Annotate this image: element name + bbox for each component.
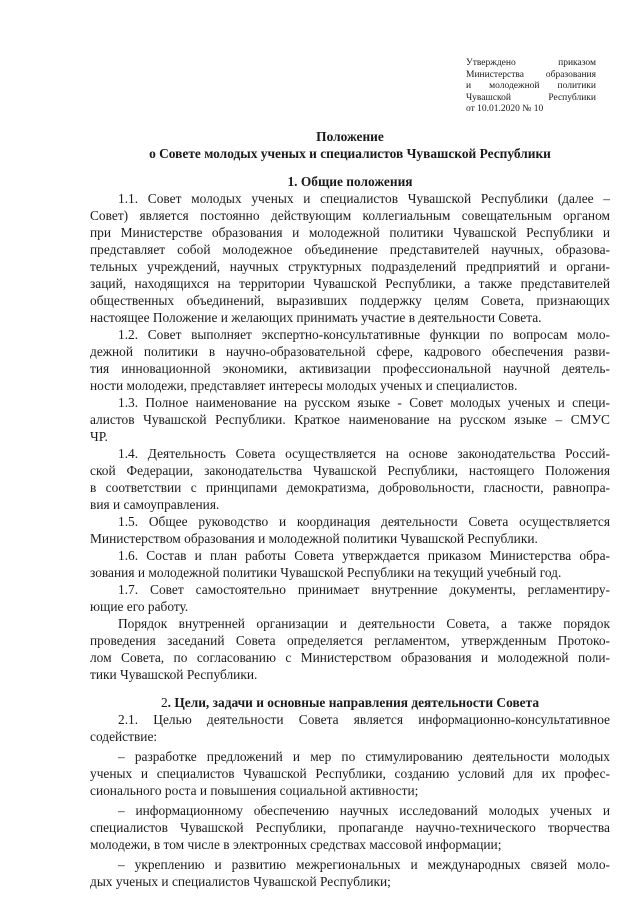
text-line: при Министерстве образования и молодежной политики Чувашской Республики и: [90, 225, 610, 240]
approval-line: и молодежной политики: [466, 81, 596, 92]
text-line: 2.1. Целью деятельности Совета является информационно-консультативное: [118, 712, 610, 727]
text-line: дых ученых и специалистов Чувашской Республики;: [90, 874, 391, 889]
section-2-title: . Цели, задачи и основные направления деятельности Совета: [167, 695, 540, 710]
text-line: в соответствии с принципами демократизма, добровольности, гласности, равнопра-: [90, 480, 610, 495]
text-line: содействие:: [90, 729, 158, 744]
approval-line: Чувашской Республики: [466, 92, 596, 103]
text-line: 1.6. Состав и план работы Совета утверждается приказом Министерства обра-: [118, 548, 610, 563]
document-title: Положение: [316, 129, 384, 144]
text-line: представляет собой молодежное объединение представителей научных, образова-: [90, 242, 610, 257]
text-line: заций, находящихся на территории Чувашской Республики, а также представителей: [90, 276, 610, 291]
text-line: ЧР.: [90, 429, 108, 444]
text-line: Совет) является постоянно действующим коллегиальным совещательным органом: [90, 208, 610, 223]
text-line: 1.2. Совет выполняет экспертно-консультативные функции по вопросам моло-: [118, 327, 610, 342]
text-line: зования и молодежной политики Чувашской Республики на текущий учебный год.: [90, 565, 562, 580]
text-line: 1.4. Деятельность Совета осуществляется на основе законодательства Россий-: [118, 446, 610, 461]
text-line: сионального роста и повышения социальной активности;: [90, 783, 419, 798]
text-line: специалистов Чувашской Республики, пропаганде научно-технического творчества: [90, 820, 610, 835]
text-line: ученых и специалистов Чувашской Республики, созданию условий для их профес-: [90, 766, 610, 781]
text-line: – информационному обеспечению научных исследований молодых ученых и: [118, 803, 610, 818]
approval-line: от 10.01.2020 № 10: [466, 104, 544, 115]
text-line: Порядок внутренней организации и деятельности Совета, а также порядок: [118, 616, 610, 631]
text-line: молодежи, в том числе в электронных средствах массовой информации;: [90, 837, 502, 852]
text-line: ской Федерации, законодательства Чувашской Республики, настоящего Положения: [90, 463, 610, 478]
text-line: дежной политики в научно-образовательной сфере, кадрового обеспечения разви-: [90, 344, 610, 359]
text-line: тия инновационной экономики, активизации профессиональной научной деятель-: [90, 361, 610, 376]
text-line: – разработке предложений и мер по стимулированию деятельности молодых: [118, 749, 610, 764]
text-line: тельных учреждений, научных структурных подразделений предприятий и органи-: [90, 259, 610, 274]
text-line: алистов Чувашской Республики. Краткое наименование на русском языке – СМУС: [90, 412, 610, 427]
text-line: – укреплению и развитию межрегиональных и международных связей моло-: [118, 857, 610, 872]
section-2-number: 2: [160, 695, 168, 710]
document-subtitle: о Совете молодых ученых и специалистов Чувашской Республики: [149, 146, 551, 161]
text-line: 1.5. Общее руководство и координация деятельности Совета осуществляется: [118, 514, 610, 529]
text-line: вия и самоуправления.: [90, 497, 220, 512]
approval-line: Министерства образования: [466, 69, 596, 80]
text-line: Министерством образования и молодежной политики Чувашской Республики.: [90, 531, 538, 546]
section-2-heading: [90, 694, 610, 711]
text-line: настоящее Положение и желающих принимать участие в деятельности Совета.: [90, 310, 542, 325]
text-line: проведения заседаний Совета определяется регламентом, утвержденным Протоко-: [90, 633, 610, 648]
text-line: 1.7. Совет самостоятельно принимает внутренние документы, регламентиру-: [118, 582, 610, 597]
text-line: ности молодежи, представляет интересы молодых ученых и специалистов.: [90, 378, 518, 393]
section-1-heading: 1. Общие положения: [287, 174, 413, 189]
approval-line: Утверждено приказом: [466, 58, 596, 68]
text-line: ющие его работу.: [90, 599, 189, 614]
approval-stamp: [466, 58, 596, 116]
text-line: 1.1. Совет молодых ученых и специалистов Чувашской Республики (далее –: [118, 191, 610, 206]
text-line: тики Чувашской Республики.: [90, 667, 258, 682]
text-line: общественных объединений, выразивших поддержку целям Совета, признающих: [90, 293, 610, 308]
text-line: 1.3. Полное наименование на русском языке - Совет молодых ученых и специ-: [118, 395, 610, 410]
text-line: лом Совета, по согласованию с Министерством образования и молодежной поли-: [90, 650, 610, 665]
